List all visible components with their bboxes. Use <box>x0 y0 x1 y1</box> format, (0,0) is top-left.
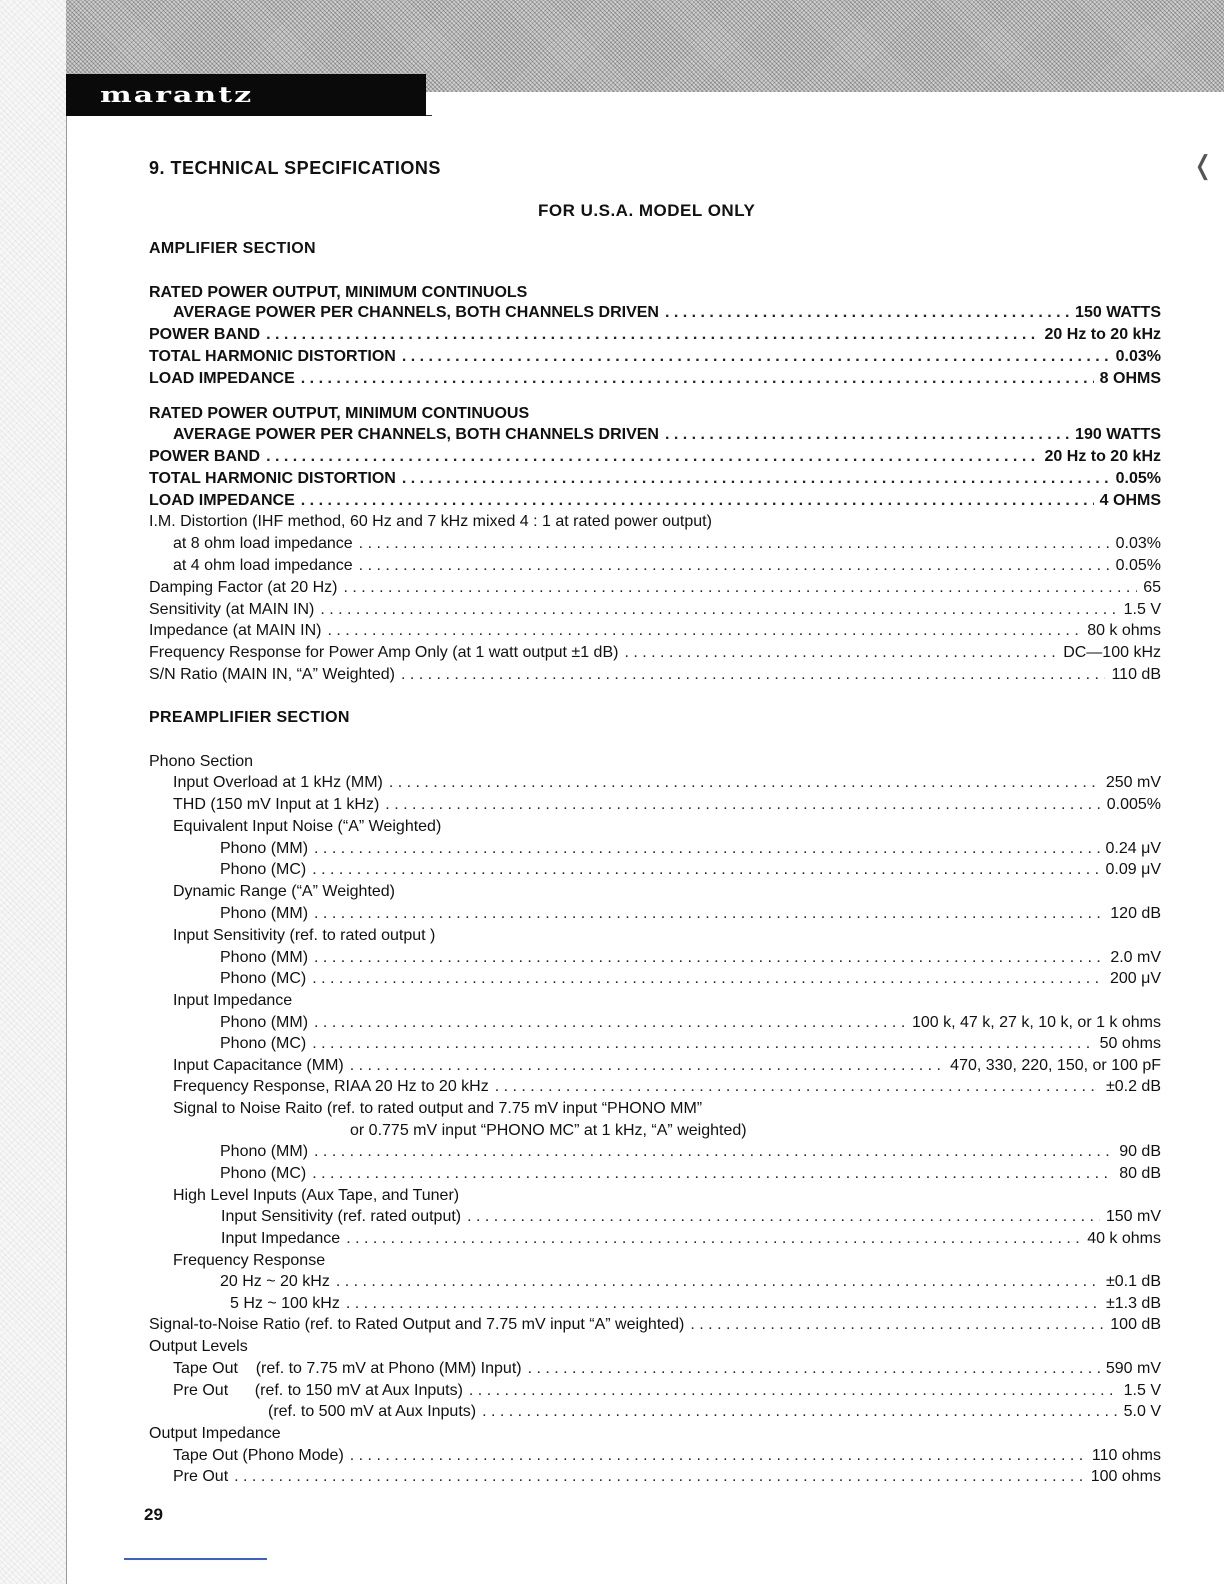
scan-margin <box>0 0 67 1584</box>
spec-row: LOAD IMPEDANCE . . . 4 OHMS <box>149 492 1161 514</box>
input-impedance-title: Input Impedance <box>173 992 293 1009</box>
spec-row: Pre Out . . . 100 ohms <box>173 1468 1161 1490</box>
spec-row: Phono (MM) . . . 90 dB <box>220 1143 1161 1165</box>
output-levels-title: Output Levels <box>149 1338 248 1355</box>
spec-row: Phono (MC) . . . 200 μV <box>220 970 1161 992</box>
group1-title: RATED POWER OUTPUT, MINIMUM CONTINUOLS <box>149 284 528 301</box>
spec-row: THD (150 mV Input at 1 kHz) . . . 0.005% <box>173 796 1161 818</box>
spec-row: Phono (MM) . . . 100 k, 47 k, 27 k, 10 k, or 1 k ohms <box>220 1014 1161 1036</box>
spec-row: LOAD IMPEDANCE . . . 8 OHMS <box>149 370 1161 392</box>
model-subtitle: FOR U.S.A. MODEL ONLY <box>538 201 756 220</box>
spec-row: AVERAGE POWER PER CHANNELS, BOTH CHANNELS DRIVEN . . . 190 WATTS <box>173 426 1161 448</box>
footer-line <box>124 1558 267 1560</box>
spec-row: at 8 ohm load impedance . . . 0.03% <box>173 535 1161 557</box>
group2-title: RATED POWER OUTPUT, MINIMUM CONTINUOUS <box>149 405 530 422</box>
spec-row: 20 Hz ~ 20 kHz . . . ±0.1 dB <box>220 1273 1161 1295</box>
spec-row: Damping Factor (at 20 Hz) . . . 65 <box>149 579 1161 601</box>
spec-row: TOTAL HARMONIC DISTORTION . . . 0.05% <box>149 470 1161 492</box>
spec-row: Input Overload at 1 kHz (MM) . . . 250 mV <box>173 774 1161 796</box>
spec-row: Pre Out (ref. to 150 mV at Aux Inputs) . . . 1.5 V <box>173 1382 1161 1404</box>
preamplifier-heading: PREAMPLIFIER SECTION <box>149 709 350 726</box>
corner-mark: ❬ <box>1192 150 1214 180</box>
page-title: 9. TECHNICAL SPECIFICATIONS <box>149 158 441 178</box>
spec-row: Input Impedance . . . 40 k ohms <box>221 1230 1161 1252</box>
logo-underline <box>426 115 432 116</box>
input-sensitivity-title: Input Sensitivity (ref. to rated output ) <box>173 927 436 944</box>
spec-row: Tape Out (Phono Mode) . . . 110 ohms <box>173 1447 1161 1469</box>
spec-row: Phono (MM) . . . 2.0 mV <box>220 949 1161 971</box>
freq-response-title: Frequency Response <box>173 1252 326 1269</box>
spec-row: (ref. to 500 mV at Aux Inputs) . . . 5.0 V <box>268 1403 1161 1425</box>
spec-row: Phono (MM) . . . 0.24 μV <box>220 840 1161 862</box>
phono-section-title: Phono Section <box>149 753 254 770</box>
spec-row: Frequency Response for Power Amp Only (at 1 watt output ±1 dB) . . . DC—100 kHz <box>149 644 1161 666</box>
spec-row: Input Sensitivity (ref. rated output) . . . 150 mV <box>221 1208 1161 1230</box>
spec-row: Sensitivity (at MAIN IN) . . . 1.5 V <box>149 601 1161 623</box>
spec-row: TOTAL HARMONIC DISTORTION . . . 0.03% <box>149 348 1161 370</box>
brand-logo <box>66 74 426 116</box>
spec-row: S/N Ratio (MAIN IN, “A” Weighted) . . . 110 dB <box>149 666 1161 688</box>
page-number: 29 <box>144 1505 163 1524</box>
ein-title: Equivalent Input Noise (“A” Weighted) <box>173 818 442 835</box>
spec-row: Impedance (at MAIN IN) . . . 80 k ohms <box>149 622 1161 644</box>
spec-row: Signal-to-Noise Ratio (ref. to Rated Output and 7.75 mV input “A” weighted) . . . 100 dB <box>149 1316 1161 1338</box>
spec-row: Input Capacitance (MM) . . . 470, 330, 220, 150, or 100 pF <box>173 1057 1161 1079</box>
spec-row: 5 Hz ~ 100 kHz . . . ±1.3 dB <box>230 1295 1161 1317</box>
spec-row: Tape Out (ref. to 7.75 mV at Phono (MM) Input) . . . 590 mV <box>173 1360 1161 1382</box>
spec-row: Frequency Response, RIAA 20 Hz to 20 kHz . . . ±0.2 dB <box>173 1078 1161 1100</box>
im-distortion-title: I.M. Distortion (IHF method, 60 Hz and 7 kHz mixed 4 : 1 at rated power output) <box>149 513 712 530</box>
spec-row: Phono (MM) . . . 120 dB <box>220 905 1161 927</box>
spec-row: Phono (MC) . . . 80 dB <box>220 1165 1161 1187</box>
spec-row: AVERAGE POWER PER CHANNELS, BOTH CHANNELS DRIVEN . . . 150 WATTS <box>173 304 1161 326</box>
brand-logo-text: marantz <box>100 82 254 108</box>
spec-row: at 4 ohm load impedance . . . 0.05% <box>173 557 1161 579</box>
output-impedance-title: Output Impedance <box>149 1425 281 1442</box>
spec-row: Phono (MC) . . . 50 ohms <box>220 1035 1161 1057</box>
sn-title-line1: Signal to Noise Raito (ref. to rated output and 7.75 mV input “PHONO MM” <box>173 1100 703 1117</box>
spec-row: POWER BAND . . . 20 Hz to 20 kHz <box>149 448 1161 470</box>
amplifier-heading: AMPLIFIER SECTION <box>149 240 316 257</box>
high-level-title: High Level Inputs (Aux Tape, and Tuner) <box>173 1187 460 1204</box>
sn-title-line2: or 0.775 mV input “PHONO MC” at 1 kHz, “A” weighted) <box>350 1122 747 1139</box>
dynamic-range-title: Dynamic Range (“A” Weighted) <box>173 883 396 900</box>
spec-row: Phono (MC) . . . 0.09 μV <box>220 861 1161 883</box>
spec-row: POWER BAND . . . 20 Hz to 20 kHz <box>149 326 1161 348</box>
